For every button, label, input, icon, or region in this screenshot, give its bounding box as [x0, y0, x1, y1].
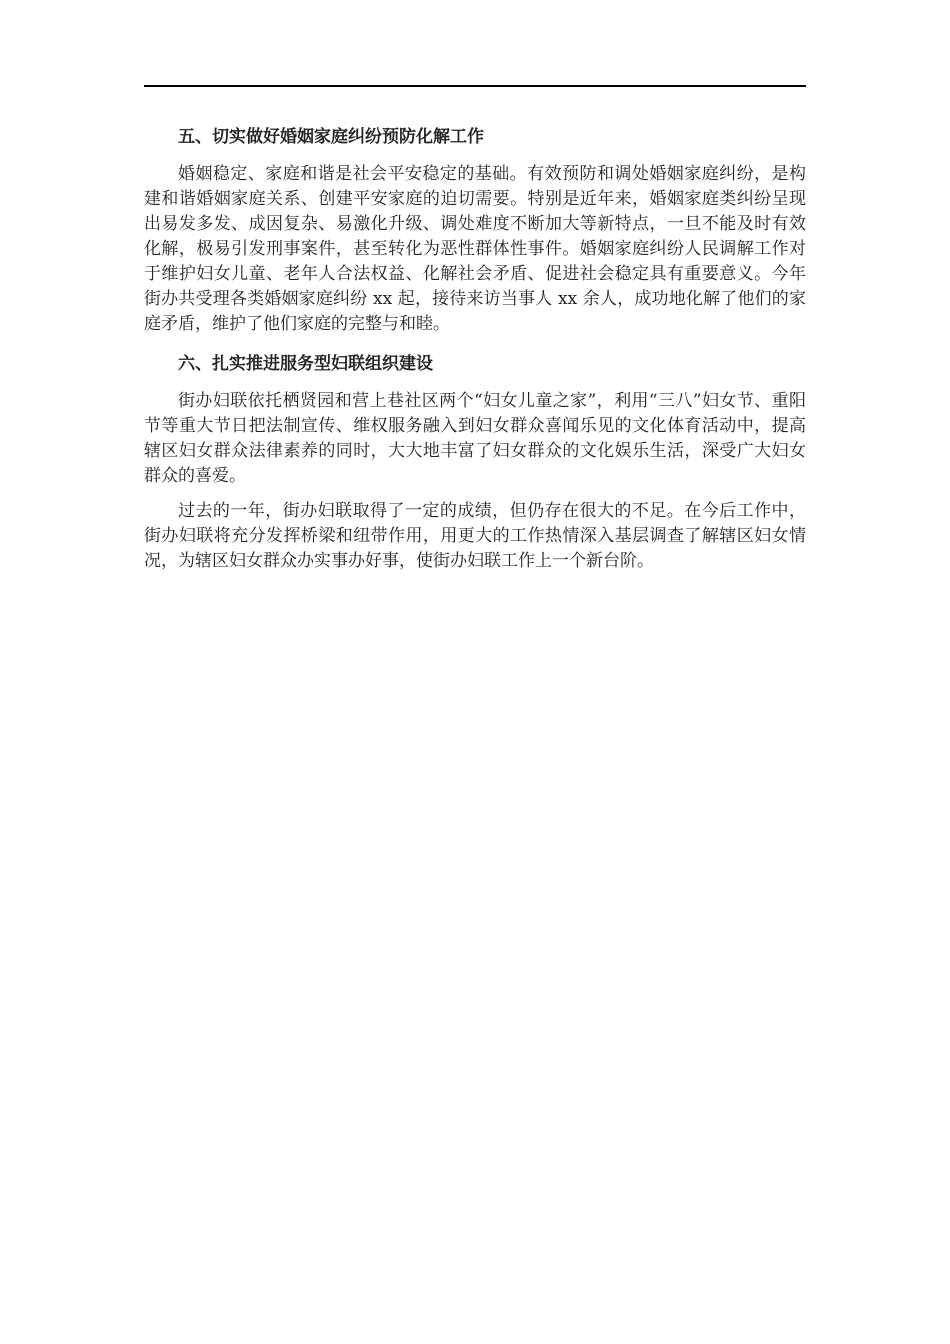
header-rule	[144, 85, 806, 87]
section-5	[144, 120, 806, 337]
section-paragraph: 街办妇联依托栖贤园和营上巷社区两个“妇女儿童之家”，利用“三八”妇女节、重阳节等重大节日把法制宣传、维权服务融入到妇女群众喜闻乐见的文化体育活动中，提高辖区妇女群众法律素养的同时，大大地丰富了妇女群众的文化娱乐生活，深受广大妇女群众的喜爱。	[144, 391, 806, 486]
section-heading: 六、扎实推进服务型妇联组织建设	[178, 354, 433, 374]
document-body	[144, 120, 806, 584]
section-6	[144, 347, 806, 574]
section-paragraph: 婚姻稳定、家庭和谐是社会平安稳定的基础。有效预防和调处婚姻家庭纠纷，是构建和谐婚姻家庭关系、创建平安家庭的迫切需要。特别是近年来，婚姻家庭类纠纷呈现出易发多发、成因复杂、易激化升级、调处难度不断加大等新特点，一旦不能及时有效化解，极易引发刑事案件，甚至转化为恶性群体性事件。婚姻家庭纠纷人民调解工作对于维护妇女儿童、老年人合法权益、化解社会矛盾、促进社会稳定具有重要意义。今年街办共受理各类婚姻家庭纠纷 xx 起，接待来访当事人 xx 余人，成功地化解了他们的家庭矛盾，维护了他们家庭的完整与和睦。	[144, 164, 806, 334]
section-heading: 五、切实做好婚姻家庭纠纷预防化解工作	[178, 127, 484, 147]
closing-paragraph: 过去的一年，街办妇联取得了一定的成绩，但仍存在很大的不足。在今后工作中，街办妇联将充分发挥桥梁和纽带作用，用更大的工作热情深入基层调查了解辖区妇女情况，为辖区妇女群众办实事办好事，使街办妇联工作上一个新台阶。	[144, 501, 806, 571]
